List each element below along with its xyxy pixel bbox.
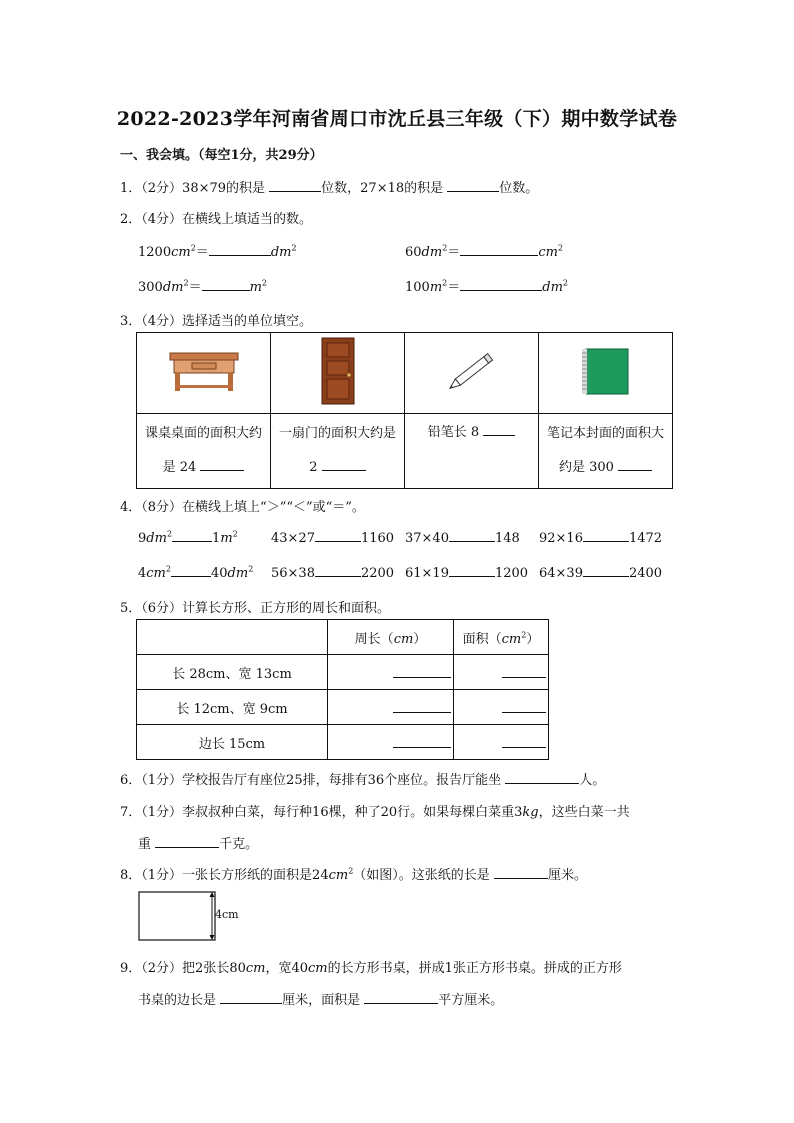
question-6: 6．（1分）学校报告厅有座位25排，每排有36个座位。报告厅能坐 人。 (120, 773, 606, 788)
answer-blank[interactable] (315, 564, 361, 577)
answer-blank[interactable] (364, 991, 438, 1004)
question-7-line2: 重 千克。 (138, 837, 259, 852)
q4-item: 61×19 1200 (405, 566, 529, 581)
desk-icon (168, 349, 240, 393)
answer-blank[interactable] (505, 771, 579, 784)
answer-blank[interactable] (200, 458, 244, 471)
q3-cell-desk: 课桌桌面的面积大约 是 24 (137, 414, 271, 489)
answer-blank[interactable] (583, 529, 629, 542)
q3-cell-door: 一扇门的面积大约是 2 (271, 414, 405, 489)
answer-blank[interactable] (269, 179, 321, 192)
answer-blank[interactable] (447, 179, 499, 192)
q4-item: 37×40 148 (405, 531, 520, 546)
q5-row-label: 长 12cm、宽 9cm (137, 690, 328, 725)
q4-item: 43×27 1160 (271, 531, 395, 546)
answer-blank[interactable] (483, 423, 515, 436)
q1-text-a: 1．（2分）38×79的积是 (120, 181, 270, 196)
q4-item: 92×16 1472 (539, 531, 663, 546)
q2-item: $1200cm^2= dm^2$ (138, 243, 297, 260)
q3-cell-notebook: 笔记本封面的面积大 约是 300 (539, 414, 673, 489)
answer-blank[interactable] (202, 278, 250, 291)
answer-blank[interactable] (209, 243, 271, 256)
q3-cell-pencil: 铅笔长 8 (405, 414, 539, 489)
q3-table (136, 332, 673, 489)
question-3-stem: 3．（4分）选择适当的单位填空。 (120, 314, 313, 329)
answer-blank[interactable] (322, 458, 366, 471)
q8-rectangle-figure (138, 891, 248, 943)
q5-perimeter-cell[interactable] (328, 725, 454, 760)
notebook-cell (539, 333, 673, 414)
answer-blank[interactable] (315, 529, 361, 542)
q5-table (136, 619, 549, 760)
question-8: 8．（1分）一张长方形纸的面积是$24cm^2$（如图）。这张纸的长是 厘米。 (120, 866, 587, 883)
answer-blank[interactable] (618, 458, 652, 471)
answer-blank[interactable] (155, 835, 219, 848)
page-title: 2022-2023学年河南省周口市沈丘县三年级（下）期中数学试卷 (116, 108, 678, 130)
q5-area-cell[interactable] (454, 690, 549, 725)
answer-blank[interactable] (494, 866, 548, 879)
q4-item: $4cm^2$ $40dm^2$ (138, 564, 254, 581)
answer-blank[interactable] (460, 278, 542, 291)
q5-header-area: 面积$(cm^2)$ (454, 620, 549, 655)
question-5-stem: 5．（6分）计算长方形、正方形的周长和面积。 (120, 601, 391, 616)
question-7-line1: 7．（1分）李叔叔种白菜，每行种16棵，种了20行。如果每棵白菜重3kg，这些白菜一共 (120, 805, 630, 820)
q5-row-label: 边长 15cm (137, 725, 328, 760)
answer-blank[interactable] (172, 529, 212, 542)
q8-figure-label: 4cm (215, 908, 239, 921)
q2-item: $100m^2= dm^2$ (405, 278, 569, 295)
notebook-icon (580, 346, 632, 396)
question-4-stem: 4．（8分）在横线上填上“＞”“＜”或“＝”。 (120, 500, 365, 515)
pencil-icon (442, 349, 502, 393)
desk-cell (137, 333, 271, 414)
answer-blank[interactable] (220, 991, 282, 1004)
q5-perimeter-cell[interactable] (328, 690, 454, 725)
door-cell (271, 333, 405, 414)
question-9-line2: 书桌的边长是 厘米，面积是 平方厘米。 (138, 993, 504, 1008)
answer-blank[interactable] (449, 564, 495, 577)
section-heading: 一、我会填。（每空1分，共29分） (120, 148, 323, 163)
question-1 (120, 177, 538, 196)
q4-item: 64×39 2400 (539, 566, 663, 581)
q1-text-c: 位数。 (499, 181, 539, 196)
answer-blank[interactable] (583, 564, 629, 577)
answer-blank[interactable] (171, 564, 211, 577)
answer-blank[interactable] (449, 529, 495, 542)
q4-item: $9dm^2$ $1m^2$ (138, 529, 238, 546)
q2-item: $300dm^2= m^2$ (138, 278, 268, 295)
q5-header-perimeter: 周长（cm） (328, 620, 454, 655)
q5-row-label: 长 28cm、宽 13cm (137, 655, 328, 690)
q5-area-cell[interactable] (454, 655, 549, 690)
q1-text-b: 位数，27×18的积是 (321, 181, 448, 196)
q2-item: $60dm^2= cm^2$ (405, 243, 564, 260)
answer-blank[interactable] (460, 243, 538, 256)
q5-perimeter-cell[interactable] (328, 655, 454, 690)
q4-item: 56×38 2200 (271, 566, 395, 581)
q5-area-cell[interactable] (454, 725, 549, 760)
question-2-stem: 2．（4分）在横线上填适当的数。 (120, 212, 313, 227)
q5-header-empty (137, 620, 328, 655)
door-icon (318, 337, 358, 405)
pencil-cell (405, 333, 539, 414)
question-9-line1: 9．（2分）把2张长80cm，宽40cm的长方形书桌，拼成1张正方形书桌。拼成的正方形 (120, 961, 622, 976)
